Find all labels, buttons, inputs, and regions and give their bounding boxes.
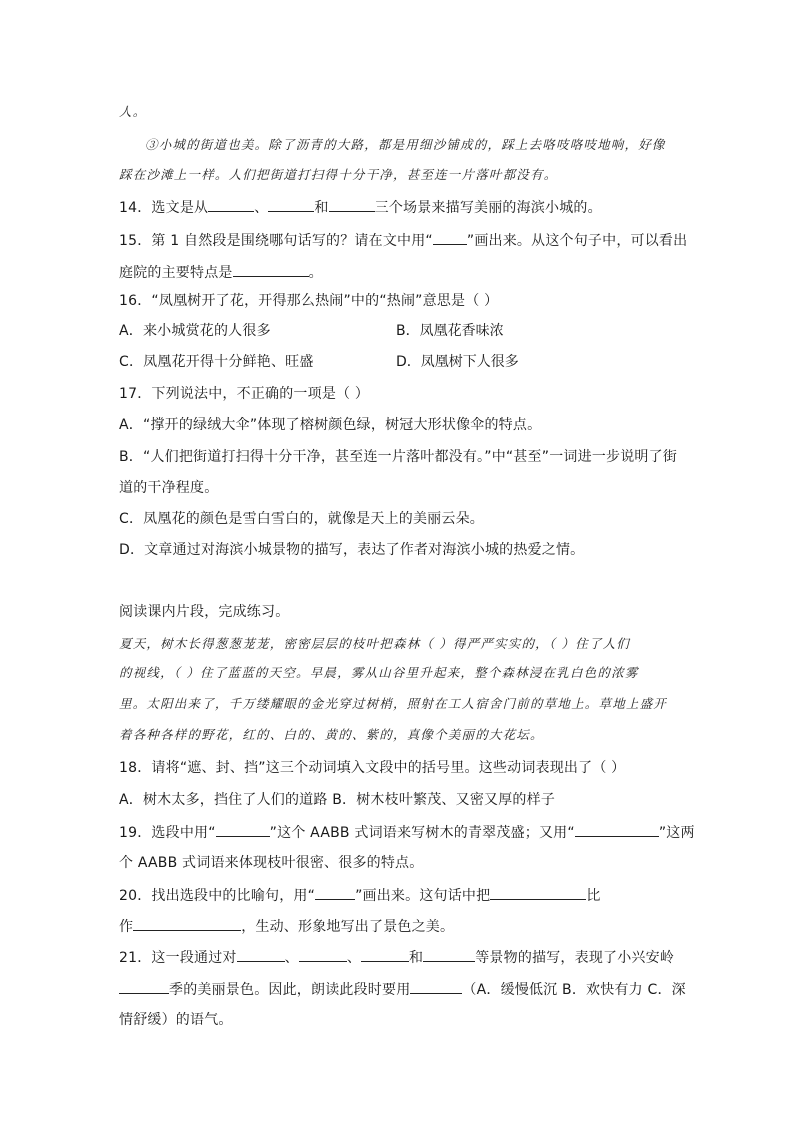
q18-options[interactable]: A．树木太多，挡住了人们的道路 B．树木枝叶繁茂、又密又厚的样子 (119, 792, 556, 808)
passage-para3-line2: 踩在沙滩上一样。人们把街道打扫得十分干净，甚至连一片落叶都没有。 (119, 167, 558, 182)
q21-blank-1[interactable] (237, 947, 285, 962)
question-15-line2 (119, 262, 323, 282)
q19-text-a: 19．选段中用“ (119, 825, 216, 841)
q14-blank-3[interactable] (329, 197, 375, 212)
question-20-line1 (119, 885, 601, 905)
q14-blank-2[interactable] (268, 197, 314, 212)
q17-option-c[interactable]: C．凤凰花的颜色是雪白雪白的，就像是天上的美丽云朵。 (119, 511, 484, 527)
q21-text-b: 、 (284, 950, 299, 966)
q21-blank-4[interactable] (423, 947, 475, 962)
q21-text-d: 和 (409, 950, 424, 966)
q21-text-g: （A．缓慢低沉 B．欢快有力 C．深 (462, 982, 686, 998)
q20-text-c: 比 (586, 888, 601, 904)
q19-text-b: ”这个 AABB 式词语来写树木的青翠茂盛；又用“ (269, 825, 575, 841)
question-18-stem: 18．请将“遮、封、挡”这三个动词填入文段中的括号里。这些动词表现出了（ ） (119, 760, 626, 776)
question-21-line1 (119, 947, 674, 967)
q21-blank-tone[interactable] (410, 979, 462, 994)
question-19-line1 (119, 822, 695, 842)
q14-blank-1[interactable] (208, 197, 254, 212)
q20-blank-2[interactable] (133, 916, 241, 931)
q17-option-b-line1[interactable]: B．“人们把街道打扫得十分干净，甚至连一片落叶都没有。”中“甚至”一词进一步说明了街 (119, 449, 678, 465)
q19-blank-1[interactable] (216, 822, 270, 837)
question-21-line2 (119, 979, 686, 999)
q15-text-c: 庭院的主要特点是 (119, 265, 233, 281)
q21-text-a: 21．这一段通过对 (119, 950, 237, 966)
q16-option-a[interactable]: A．来小城赏花的人很多 (119, 323, 271, 339)
q15-blank-mark[interactable] (433, 230, 467, 245)
reading-para-line1: 夏天，树木长得葱葱茏茏，密密层层的枝叶把森林（ ）得严严实实的，（ ）住了人们 (119, 636, 630, 651)
q15-text-d: 。 (308, 265, 323, 281)
question-14 (119, 197, 602, 217)
q16-option-d[interactable]: D．凤凰树下人很多 (396, 354, 519, 370)
q15-blank-feature[interactable] (233, 262, 309, 277)
question-21-line3: 情舒缓）的语气。 (119, 1012, 233, 1028)
q20-text-d: 作 (119, 919, 134, 935)
reading-para-line3: 里。太阳出来了，千万缕耀眼的金光穿过树梢，照射在工人宿舍门前的草地上。草地上盛开 (119, 696, 668, 711)
q17-option-d[interactable]: D．文章通过对海滨小城景物的描写，表达了作者对海滨小城的热爱之情。 (119, 542, 585, 558)
q14-text-a: 14．选文是从 (119, 200, 209, 216)
q15-text-b: ”画出来。从这个句子中，可以看出 (466, 233, 688, 249)
q21-blank-2[interactable] (299, 947, 347, 962)
question-19-line2: 个 AABB 式词语来体现枝叶很密、很多的特点。 (119, 855, 424, 871)
q17-option-a[interactable]: A．“撑开的绿绒大伞”体现了榕树颜色绿，树冠大形状像伞的特点。 (119, 417, 542, 433)
question-17-stem: 17．下列说法中，不正确的一项是（ ） (119, 386, 370, 402)
reading-para-line4: 着各种各样的野花，红的、白的、黄的、紫的，真像个美丽的大花坛。 (119, 727, 544, 742)
q21-text-c: 、 (346, 950, 362, 966)
q14-text-b: 、 (254, 200, 269, 216)
q17-option-b-line2[interactable]: 道的干净程度。 (119, 480, 219, 496)
q19-text-c: ”这两 (658, 825, 695, 841)
q16-option-c[interactable]: C．凤凰花开得十分鲜艳、旺盛 (119, 354, 314, 370)
q14-text-c: 和 (314, 200, 329, 216)
passage-line-end: 人。 (119, 104, 147, 119)
q21-text-f: 季的美丽景色。因此，朗读此段时要用 (169, 982, 411, 998)
q20-text-e: ，生动、形象地写出了景色之美。 (241, 919, 455, 935)
q19-blank-2[interactable] (575, 822, 659, 837)
q21-blank-season[interactable] (119, 979, 169, 994)
reading-intro: 阅读课内片段，完成练习。 (119, 604, 290, 620)
question-15-line1 (119, 230, 687, 250)
q20-blank-1[interactable] (490, 885, 586, 900)
q20-text-b: ”画出来。这句话中把 (355, 888, 491, 904)
reading-para-line2: 的视线，（ ）住了蓝蓝的天空。早晨，雾从山谷里升起来，整个森林浸在乳白色的浓雾 (119, 665, 639, 680)
q15-text-a: 15．第 1 自然段是围绕哪句话写的？请在文中用“ (119, 233, 433, 249)
q21-blank-3[interactable] (361, 947, 409, 962)
q16-option-b[interactable]: B．凤凰花香味浓 (396, 323, 504, 339)
passage-para3-line1: ③小城的街道也美。除了沥青的大路，都是用细沙铺成的，踩上去咯吱咯吱地响，好像 (145, 137, 666, 152)
q20-blank-mark[interactable] (315, 885, 355, 900)
q21-text-e: 等景物的描写，表现了小兴安岭 (475, 950, 675, 966)
question-16-stem: 16．“凤凰树开了花，开得那么热闹”中的“热闹”意思是（ ） (119, 293, 499, 309)
q20-text-a: 20．找出选段中的比喻句，用“ (119, 888, 316, 904)
question-20-line2 (119, 916, 454, 936)
q14-text-d: 三个场景来描写美丽的海滨小城的。 (374, 200, 602, 216)
